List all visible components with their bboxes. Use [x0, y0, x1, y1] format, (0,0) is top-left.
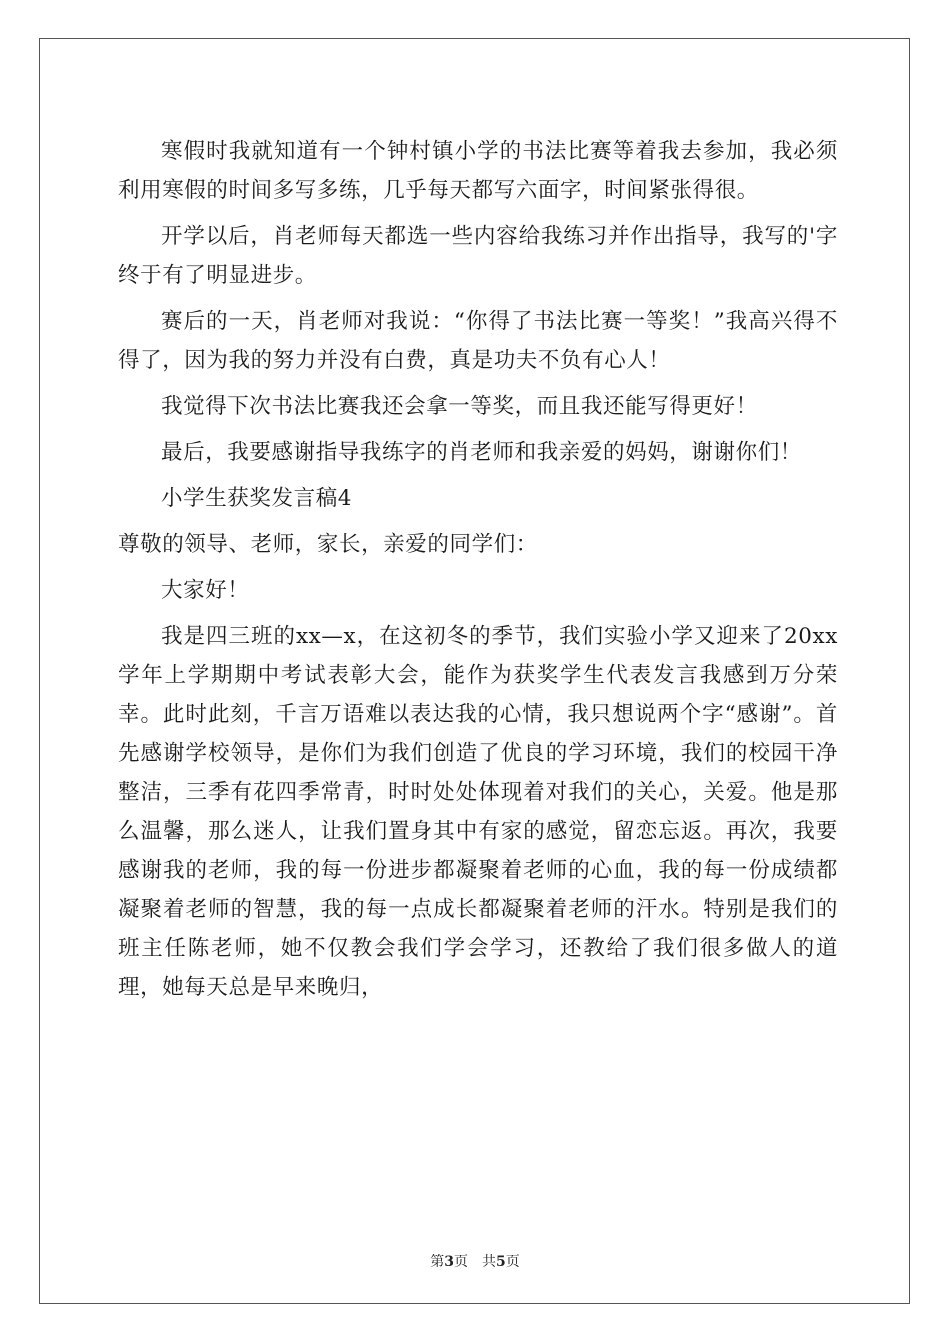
- footer-total-pages: 5: [496, 1254, 506, 1270]
- paragraph: 开学以后，肖老师每天都选一些内容给我练习并作出指导，我写的'字终于有了明显进步。: [118, 224, 838, 288]
- paragraph: 我觉得下次书法比赛我还会拿一等奖，而且我还能写得更好！: [161, 394, 758, 419]
- salutation: 尊敬的领导、老师，家长，亲爱的同学们：: [118, 532, 538, 557]
- footer-mid: 页 共: [454, 1254, 496, 1270]
- footer-page-number: 3: [444, 1254, 454, 1270]
- page-footer: [0, 1251, 950, 1271]
- section-heading: 小学生获奖发言稿4: [161, 486, 353, 511]
- paragraph: 赛后的一天，肖老师对我说：“你得了书法比赛一等奖！”我高兴得不得了，因为我的努力并没有白费，真是功夫不负有心人！: [118, 309, 838, 373]
- footer-prefix: 第: [430, 1254, 445, 1270]
- paragraph: 寒假时我就知道有一个钟村镇小学的书法比赛等着我去参加，我必须利用寒假的时间多写多练，几乎每天都写六面字，时间紧张得很。: [118, 139, 838, 203]
- document-body: [118, 132, 838, 1007]
- footer-suffix: 页: [505, 1254, 520, 1270]
- greeting: 大家好！: [161, 578, 250, 603]
- paragraph: 我是四三班的xx—x，在这初冬的季节，我们实验小学又迎来了20xx学年上学期期中考试表彰大会，能作为获奖学生代表发言我感到万分荣幸。此时此刻，千言万语难以表达我的心情，我只想说两个字“感谢”。首先感谢学校领导，是你们为我们创造了优良的学习环境，我们的校园干净整洁，三季有花四季常青，时时处处体现着对我们的关心，关爱。他是那么温馨，那么迷人，让我们置身其中有家的感觉，留恋忘返。再次，我要感谢我的老师，我的每一份进步都凝聚着老师的心血，我的每一份成绩都凝聚着老师的智慧，我的每一点成长都凝聚着老师的汗水。特别是我们的班主任陈老师，她不仅教会我们学会学习，还教给了我们很多做人的道理，她每天总是早来晚归，: [118, 624, 838, 1000]
- paragraph: 最后，我要感谢指导我练字的肖老师和我亲爱的妈妈，谢谢你们！: [161, 440, 802, 465]
